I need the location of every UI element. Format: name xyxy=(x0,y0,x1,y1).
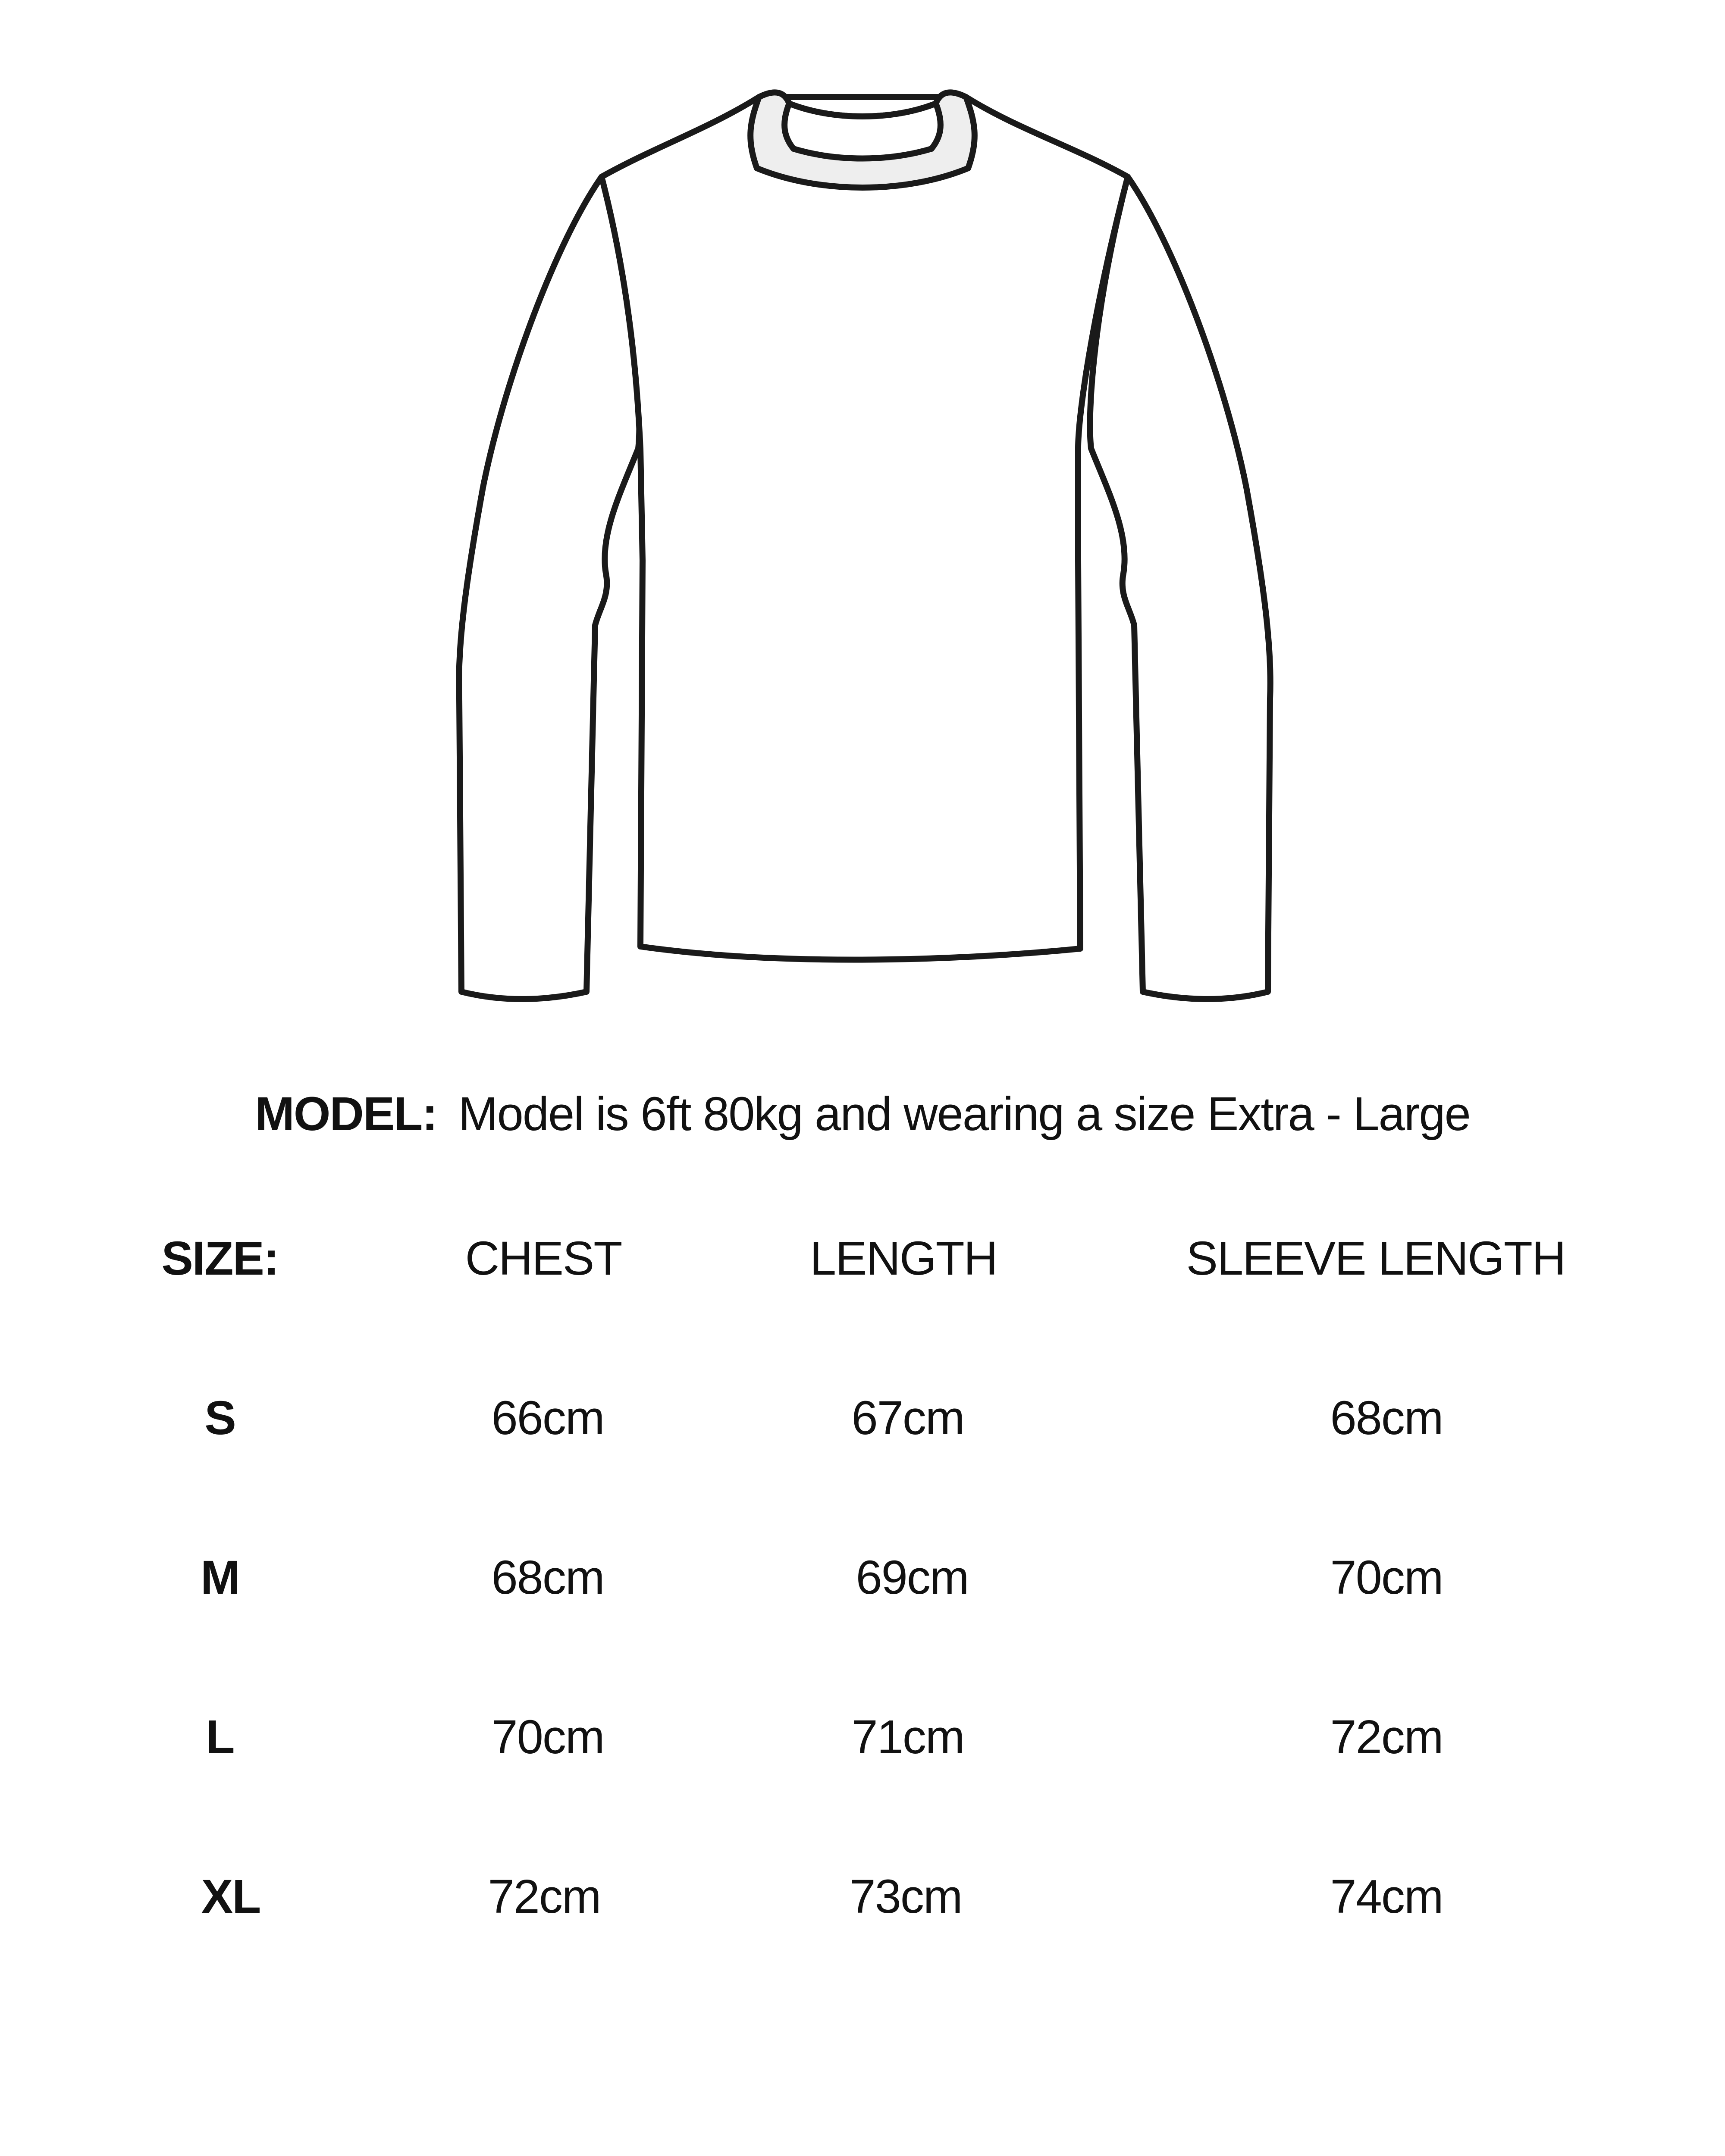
row-length-value: 71cm xyxy=(851,1711,964,1764)
row-size-label: XL xyxy=(201,1870,260,1923)
row-size-label: S xyxy=(204,1391,235,1445)
header-sleeve-length: SLEEVE LENGTH xyxy=(1186,1232,1565,1285)
row-sleeve-value: 74cm xyxy=(1330,1870,1443,1923)
row-chest-value: 68cm xyxy=(491,1551,604,1604)
model-description: Model is 6ft 80kg and wearing a size Extra - Large xyxy=(458,1087,1470,1141)
header-size: SIZE: xyxy=(161,1232,279,1285)
model-label: MODEL: xyxy=(255,1087,437,1141)
header-length: LENGTH xyxy=(809,1232,997,1285)
row-chest-value: 66cm xyxy=(491,1391,604,1445)
left-sleeve-outline xyxy=(459,177,639,999)
body-outline xyxy=(602,97,1128,960)
row-length-value: 73cm xyxy=(849,1870,962,1923)
row-sleeve-value: 70cm xyxy=(1330,1551,1443,1604)
right-sleeve-outline xyxy=(1090,177,1270,999)
row-size-label: L xyxy=(206,1711,234,1764)
sweatshirt-illustration-icon xyxy=(0,0,1725,1035)
row-chest-value: 72cm xyxy=(488,1870,601,1923)
row-sleeve-value: 72cm xyxy=(1330,1711,1443,1764)
row-chest-value: 70cm xyxy=(491,1711,604,1764)
model-info xyxy=(0,1087,1725,1141)
row-length-value: 69cm xyxy=(856,1551,969,1604)
header-chest: CHEST xyxy=(465,1232,622,1285)
row-length-value: 67cm xyxy=(851,1391,964,1445)
row-sleeve-value: 68cm xyxy=(1330,1391,1443,1445)
row-size-label: M xyxy=(201,1551,239,1604)
